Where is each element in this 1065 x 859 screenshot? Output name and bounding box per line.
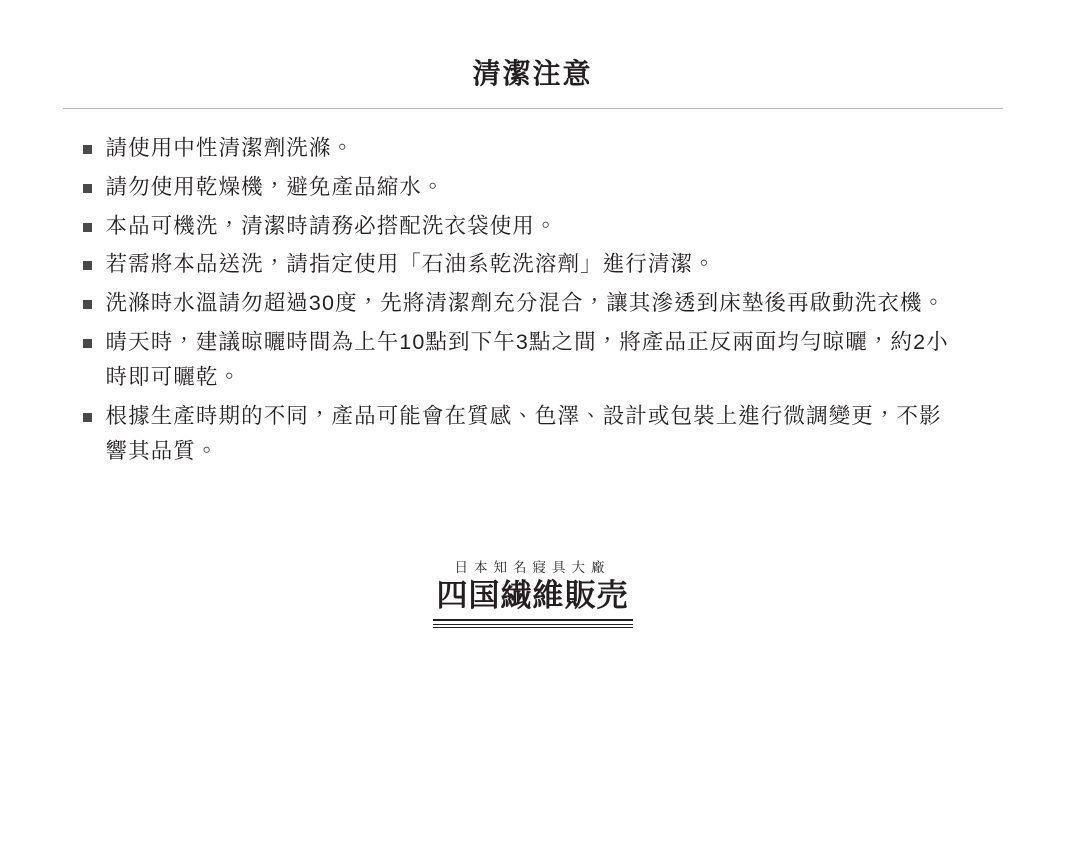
list-item	[83, 209, 983, 244]
square-bullet-icon	[83, 145, 92, 154]
square-bullet-icon	[83, 413, 92, 422]
brand-name: 四国繊維販売	[436, 578, 629, 613]
square-bullet-icon	[83, 184, 92, 193]
list-item-text: 晴天時，建議晾曬時間為上午10點到下午3點之間，將產品正反兩面均勻晾曬，約2小時即可曬乾。	[105, 330, 949, 389]
list-item-text: 請使用中性清潔劑洗滌。	[105, 136, 355, 160]
brand-underline	[433, 619, 633, 621]
list-item-text: 請勿使用乾燥機，避免產品縮水。	[105, 174, 445, 199]
list-item	[83, 325, 983, 395]
list-item-text: 根據生產時期的不同，產品可能會在質感、色澤、設計或包裝上進行微調變更，不影響其品質。	[105, 403, 942, 463]
care-instructions-list	[83, 109, 983, 468]
brand-logo	[0, 556, 1065, 628]
list-item	[83, 286, 983, 321]
list-item	[83, 399, 983, 469]
square-bullet-icon	[83, 339, 92, 348]
list-item-text: 洗滌時水溫請勿超過30度，先將清潔劑充分混合，讓其滲透到床墊後再啟動洗衣機。	[105, 291, 946, 316]
list-item-text: 本品可機洗，清潔時請務必搭配洗衣袋使用。	[105, 213, 558, 238]
brand-underline-secondary	[433, 624, 633, 628]
square-bullet-icon	[83, 261, 92, 270]
list-item	[83, 170, 983, 205]
list-item	[83, 131, 983, 166]
page-title: 清潔注意	[472, 58, 593, 89]
list-item	[83, 247, 983, 282]
list-item-text: 若需將本品送洗，請指定使用「石油系乾洗溶劑」進行清潔。	[105, 252, 716, 277]
brand-tagline: 日本知名寢具大廠	[454, 560, 611, 575]
square-bullet-icon	[83, 300, 92, 309]
square-bullet-icon	[83, 223, 92, 232]
